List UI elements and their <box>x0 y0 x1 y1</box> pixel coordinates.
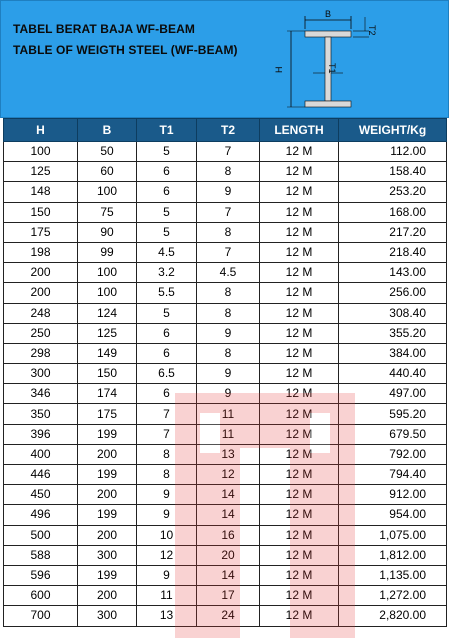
label-t1: T1 <box>327 63 337 74</box>
table-row <box>4 404 447 424</box>
cell-h: 396 <box>4 424 78 444</box>
cell-b: 199 <box>78 565 137 585</box>
cell-weight: 912.00 <box>339 485 447 505</box>
cell-length: 12 M <box>260 202 339 222</box>
cell-length: 12 M <box>260 384 339 404</box>
table-row <box>4 142 447 162</box>
cell-weight: 1,075.00 <box>339 525 447 545</box>
cell-t1: 9 <box>137 505 197 525</box>
cell-b: 150 <box>78 364 137 384</box>
cell-t2: 20 <box>197 545 260 565</box>
table-row <box>4 242 447 262</box>
table-row <box>4 162 447 182</box>
cell-length: 12 M <box>260 465 339 485</box>
table-row <box>4 364 447 384</box>
cell-h: 596 <box>4 565 78 585</box>
cell-weight: 143.00 <box>339 263 447 283</box>
label-t2: T2 <box>367 25 377 36</box>
cell-weight: 112.00 <box>339 142 447 162</box>
table-row <box>4 263 447 283</box>
cell-h: 100 <box>4 142 78 162</box>
table-body <box>4 142 447 627</box>
cell-weight: 168.00 <box>339 202 447 222</box>
cell-h: 198 <box>4 242 78 262</box>
cell-t1: 10 <box>137 525 197 545</box>
cell-t1: 6.5 <box>137 364 197 384</box>
cell-h: 148 <box>4 182 78 202</box>
cell-b: 199 <box>78 505 137 525</box>
cell-h: 496 <box>4 505 78 525</box>
cell-h: 200 <box>4 263 78 283</box>
cell-t1: 11 <box>137 586 197 606</box>
col-header-h: H <box>4 119 78 142</box>
table-row <box>4 323 447 343</box>
cell-t2: 24 <box>197 606 260 626</box>
cell-length: 12 M <box>260 242 339 262</box>
cell-t2: 14 <box>197 565 260 585</box>
cell-length: 12 M <box>260 606 339 626</box>
cell-t2: 11 <box>197 424 260 444</box>
cell-t1: 7 <box>137 424 197 444</box>
cell-h: 125 <box>4 162 78 182</box>
cell-b: 124 <box>78 303 137 323</box>
cell-length: 12 M <box>260 545 339 565</box>
cell-b: 200 <box>78 525 137 545</box>
cell-b: 200 <box>78 485 137 505</box>
cell-weight: 794.40 <box>339 465 447 485</box>
cell-weight: 497.00 <box>339 384 447 404</box>
bottom-flange <box>305 101 351 107</box>
col-header-weight: WEIGHT/Kg <box>339 119 447 142</box>
cell-t2: 16 <box>197 525 260 545</box>
table-row <box>4 485 447 505</box>
col-header-length: LENGTH <box>260 119 339 142</box>
cell-t1: 6 <box>137 343 197 363</box>
cell-t2: 8 <box>197 222 260 242</box>
cell-t2: 12 <box>197 465 260 485</box>
cell-t1: 5 <box>137 202 197 222</box>
cell-b: 200 <box>78 444 137 464</box>
table-row <box>4 565 447 585</box>
cell-weight: 679.50 <box>339 424 447 444</box>
cell-weight: 218.40 <box>339 242 447 262</box>
table-row <box>4 303 447 323</box>
cell-length: 12 M <box>260 586 339 606</box>
cell-t1: 6 <box>137 162 197 182</box>
cell-b: 149 <box>78 343 137 363</box>
cell-t2: 13 <box>197 444 260 464</box>
cell-length: 12 M <box>260 424 339 444</box>
cell-b: 75 <box>78 202 137 222</box>
cell-b: 99 <box>78 242 137 262</box>
title-english: TABLE OF WEIGTH STEEL (WF-BEAM) <box>13 43 238 57</box>
cell-b: 60 <box>78 162 137 182</box>
cell-t1: 3.2 <box>137 263 197 283</box>
cell-t1: 9 <box>137 485 197 505</box>
cell-length: 12 M <box>260 343 339 363</box>
cell-b: 100 <box>78 283 137 303</box>
cell-h: 250 <box>4 323 78 343</box>
cell-h: 248 <box>4 303 78 323</box>
cell-h: 588 <box>4 545 78 565</box>
cell-length: 12 M <box>260 283 339 303</box>
cell-t2: 11 <box>197 404 260 424</box>
cell-t1: 13 <box>137 606 197 626</box>
cell-length: 12 M <box>260 182 339 202</box>
table-row <box>4 586 447 606</box>
label-h: H <box>274 66 284 73</box>
cell-weight: 308.40 <box>339 303 447 323</box>
cell-h: 175 <box>4 222 78 242</box>
cell-weight: 384.00 <box>339 343 447 363</box>
cell-h: 450 <box>4 485 78 505</box>
cell-b: 90 <box>78 222 137 242</box>
cell-weight: 440.40 <box>339 364 447 384</box>
cell-t2: 17 <box>197 586 260 606</box>
cell-t2: 14 <box>197 505 260 525</box>
cell-t2: 4.5 <box>197 263 260 283</box>
cell-h: 298 <box>4 343 78 363</box>
cell-length: 12 M <box>260 485 339 505</box>
cell-t2: 8 <box>197 162 260 182</box>
cell-weight: 595.20 <box>339 404 447 424</box>
table-row <box>4 545 447 565</box>
table-row <box>4 182 447 202</box>
table-row <box>4 343 447 363</box>
cell-t2: 8 <box>197 303 260 323</box>
cell-t2: 8 <box>197 283 260 303</box>
cell-t2: 7 <box>197 202 260 222</box>
cell-t1: 5 <box>137 303 197 323</box>
cell-length: 12 M <box>260 444 339 464</box>
cell-b: 175 <box>78 404 137 424</box>
table-row <box>4 222 447 242</box>
cell-t2: 9 <box>197 182 260 202</box>
cell-length: 12 M <box>260 142 339 162</box>
table-row <box>4 424 447 444</box>
cell-b: 125 <box>78 323 137 343</box>
label-b: B <box>325 9 332 19</box>
cell-h: 350 <box>4 404 78 424</box>
cell-length: 12 M <box>260 364 339 384</box>
cell-weight: 954.00 <box>339 505 447 525</box>
table-row <box>4 384 447 404</box>
cell-length: 12 M <box>260 525 339 545</box>
cell-b: 50 <box>78 142 137 162</box>
cell-t2: 14 <box>197 485 260 505</box>
table-row <box>4 202 447 222</box>
cell-t1: 9 <box>137 565 197 585</box>
cell-t2: 7 <box>197 242 260 262</box>
title-indonesian: TABEL BERAT BAJA WF-BEAM <box>13 22 195 36</box>
table-row <box>4 606 447 626</box>
col-header-t2: T2 <box>197 119 260 142</box>
cell-t2: 9 <box>197 384 260 404</box>
top-flange <box>305 31 351 37</box>
cell-t1: 5 <box>137 222 197 242</box>
table-header-row <box>4 119 447 142</box>
cell-h: 200 <box>4 283 78 303</box>
cell-weight: 355.20 <box>339 323 447 343</box>
cell-length: 12 M <box>260 323 339 343</box>
cell-length: 12 M <box>260 303 339 323</box>
table-row <box>4 444 447 464</box>
cell-length: 12 M <box>260 162 339 182</box>
cell-t1: 4.5 <box>137 242 197 262</box>
title-banner <box>0 0 449 118</box>
cell-h: 400 <box>4 444 78 464</box>
cell-t1: 5 <box>137 142 197 162</box>
cell-weight: 253.20 <box>339 182 447 202</box>
cell-b: 199 <box>78 465 137 485</box>
cell-t2: 9 <box>197 364 260 384</box>
cell-t2: 7 <box>197 142 260 162</box>
cell-h: 300 <box>4 364 78 384</box>
cell-b: 200 <box>78 586 137 606</box>
cell-h: 600 <box>4 586 78 606</box>
cell-b: 100 <box>78 263 137 283</box>
cell-length: 12 M <box>260 565 339 585</box>
cell-t1: 5.5 <box>137 283 197 303</box>
cell-b: 300 <box>78 606 137 626</box>
cell-t2: 9 <box>197 323 260 343</box>
cell-t1: 6 <box>137 182 197 202</box>
cell-length: 12 M <box>260 222 339 242</box>
cell-h: 446 <box>4 465 78 485</box>
cell-h: 150 <box>4 202 78 222</box>
table-row <box>4 505 447 525</box>
weight-table <box>3 118 447 627</box>
cell-length: 12 M <box>260 263 339 283</box>
cell-b: 300 <box>78 545 137 565</box>
cell-b: 199 <box>78 424 137 444</box>
table-row <box>4 465 447 485</box>
col-header-b: B <box>78 119 137 142</box>
cell-t1: 7 <box>137 404 197 424</box>
table-row <box>4 283 447 303</box>
cell-t1: 6 <box>137 323 197 343</box>
cell-t2: 8 <box>197 343 260 363</box>
cell-h: 700 <box>4 606 78 626</box>
cell-weight: 1,135.00 <box>339 565 447 585</box>
cell-weight: 792.00 <box>339 444 447 464</box>
table-row <box>4 525 447 545</box>
cell-h: 500 <box>4 525 78 545</box>
cell-t1: 8 <box>137 465 197 485</box>
cell-weight: 2,820.00 <box>339 606 447 626</box>
cell-weight: 217.20 <box>339 222 447 242</box>
cell-t1: 12 <box>137 545 197 565</box>
col-header-t1: T1 <box>137 119 197 142</box>
cell-weight: 1,812.00 <box>339 545 447 565</box>
cell-t1: 8 <box>137 444 197 464</box>
wf-beam-diagram <box>273 3 383 115</box>
cell-length: 12 M <box>260 404 339 424</box>
cell-t1: 6 <box>137 384 197 404</box>
cell-weight: 158.40 <box>339 162 447 182</box>
cell-b: 174 <box>78 384 137 404</box>
cell-weight: 256.00 <box>339 283 447 303</box>
cell-length: 12 M <box>260 505 339 525</box>
cell-h: 346 <box>4 384 78 404</box>
cell-weight: 1,272.00 <box>339 586 447 606</box>
cell-b: 100 <box>78 182 137 202</box>
